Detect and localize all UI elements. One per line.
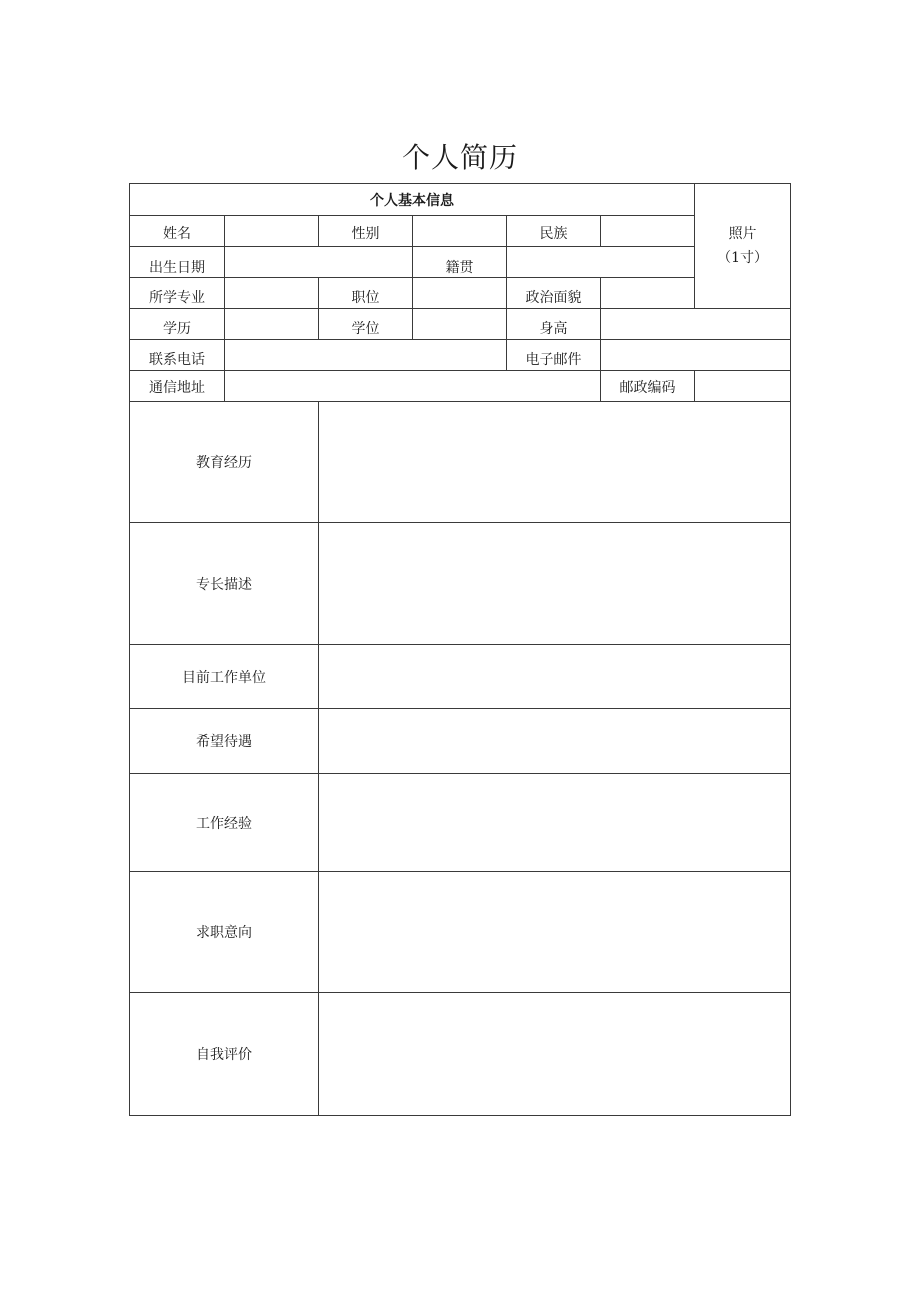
address-label: 通信地址 (130, 371, 225, 402)
work-experience-field[interactable] (319, 774, 791, 872)
degree-field[interactable] (413, 309, 507, 340)
postcode-field[interactable] (695, 371, 791, 402)
ethnicity-label: 民族 (507, 216, 601, 247)
job-objective-label: 求职意向 (130, 872, 319, 993)
specialty-field[interactable] (319, 523, 791, 645)
position-field[interactable] (413, 278, 507, 309)
ethnicity-field[interactable] (601, 216, 695, 247)
resume-table (129, 183, 791, 1116)
email-field[interactable] (601, 340, 791, 371)
education-history-label: 教育经历 (130, 402, 319, 523)
education-field[interactable] (225, 309, 319, 340)
address-field[interactable] (225, 371, 601, 402)
name-label: 姓名 (130, 216, 225, 247)
photo-label: 照片 (728, 226, 757, 242)
current-employer-field[interactable] (319, 645, 791, 709)
specialty-label: 专长描述 (130, 523, 319, 645)
education-label: 学历 (130, 309, 225, 340)
photo-area[interactable] (695, 184, 791, 309)
self-evaluation-label: 自我评价 (130, 993, 319, 1116)
expected-salary-field[interactable] (319, 709, 791, 774)
gender-label: 性别 (319, 216, 413, 247)
education-history-field[interactable] (319, 402, 791, 523)
gender-field[interactable] (413, 216, 507, 247)
postcode-label: 邮政编码 (601, 371, 695, 402)
phone-field[interactable] (225, 340, 507, 371)
major-label: 所学专业 (130, 278, 225, 309)
work-experience-label: 工作经验 (130, 774, 319, 872)
height-label: 身高 (507, 309, 601, 340)
basic-info-header: 个人基本信息 (130, 184, 695, 216)
native-place-field[interactable] (507, 247, 695, 278)
position-label: 职位 (319, 278, 413, 309)
name-field[interactable] (225, 216, 319, 247)
current-employer-label: 目前工作单位 (130, 645, 319, 709)
photo-size-label: （1寸） (717, 250, 769, 266)
birthdate-label: 出生日期 (130, 247, 225, 278)
political-status-field[interactable] (601, 278, 695, 309)
degree-label: 学位 (319, 309, 413, 340)
job-objective-field[interactable] (319, 872, 791, 993)
email-label: 电子邮件 (507, 340, 601, 371)
birthdate-field[interactable] (225, 247, 413, 278)
political-status-label: 政治面貌 (507, 278, 601, 309)
expected-salary-label: 希望待遇 (130, 709, 319, 774)
height-field[interactable] (601, 309, 791, 340)
phone-label: 联系电话 (130, 340, 225, 371)
page-title: 个人简历 (401, 141, 518, 174)
self-evaluation-field[interactable] (319, 993, 791, 1116)
major-field[interactable] (225, 278, 319, 309)
native-place-label: 籍贯 (413, 247, 507, 278)
